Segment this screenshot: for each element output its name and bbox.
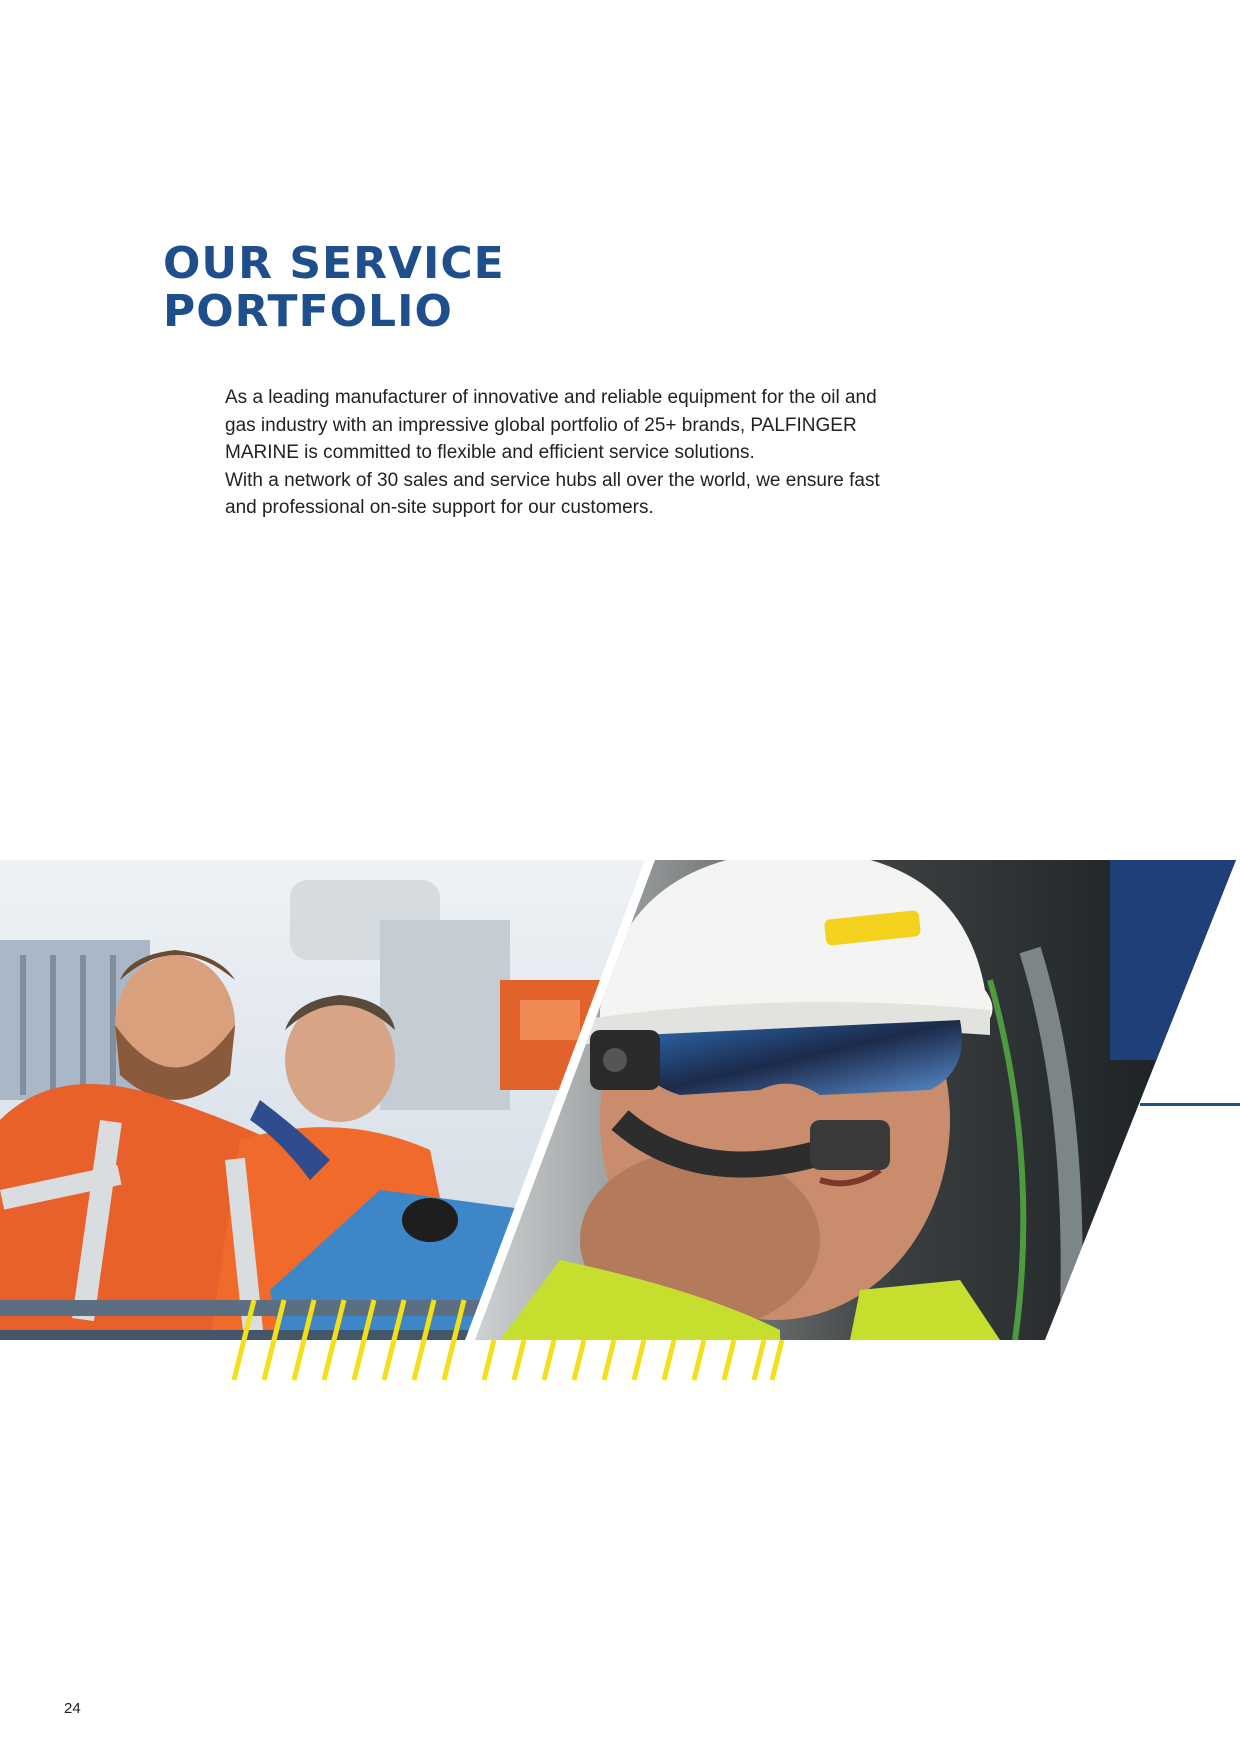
intro-line: and professional on-site support for our customers. — [225, 497, 654, 518]
photo-band — [0, 860, 1240, 1385]
intro-line: With a network of 30 sales and service hubs all over the world, we ensure fast — [225, 469, 880, 491]
intro-paragraph — [225, 384, 945, 522]
page-number: 24 — [64, 1700, 81, 1717]
side-accent-rule — [1140, 1103, 1240, 1106]
intro-line: As a leading manufacturer of innovative and reliable equipment for the oil and — [225, 387, 877, 408]
intro-line: gas industry with an impressive global portfolio of 25+ brands, PALFINGER — [225, 414, 857, 436]
photo-collage — [0, 860, 1240, 1385]
intro-line: MARINE is committed to flexible and efficient service solutions. — [225, 442, 755, 463]
page-title-line-1: OUR SERVICE — [163, 238, 505, 289]
page-title — [163, 240, 505, 336]
page-title-line-2: PORTFOLIO — [163, 286, 453, 337]
